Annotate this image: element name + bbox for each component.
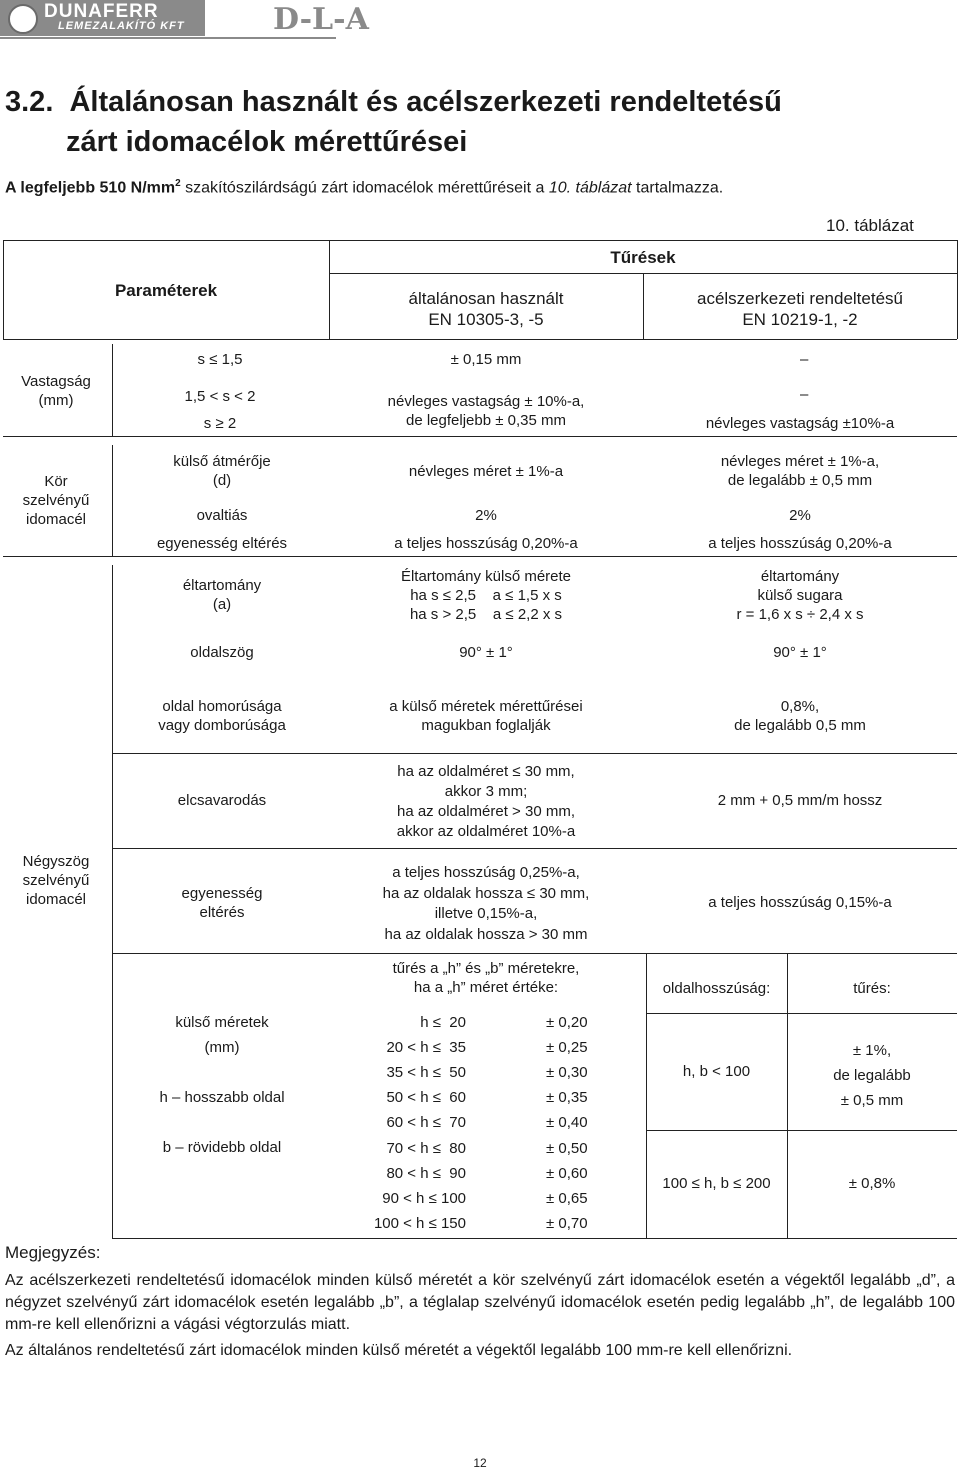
h-range-cell: 70 < h ≤ 80 xyxy=(386,1139,466,1157)
round-ovality-param: ovaltiás xyxy=(196,507,248,524)
thickness-r2-struct: – xyxy=(800,386,809,403)
logo-emblem-icon xyxy=(8,4,38,34)
header-right-border xyxy=(957,240,958,339)
outer-dim-tolerance-header: tűrés: xyxy=(853,980,891,997)
round-diameter-param: külső átmérője (d) xyxy=(173,453,271,489)
structural-header-line2: EN 10219-1, -2 xyxy=(742,310,858,329)
h-range-cell: h ≤ 20 xyxy=(420,1014,466,1031)
round-ovality-struct: 2% xyxy=(789,507,811,524)
thickness-r2-param: 1,5 < s < 2 xyxy=(184,388,256,405)
section-title-text: Általánosan használt és acélszerkezeti rendeltetésű xyxy=(69,86,782,118)
round-straightness-param: egyenesség eltérés xyxy=(156,535,288,552)
table-bottom-border xyxy=(112,1238,957,1239)
round-straightness-general: a teljes hosszúság 0,20%-a xyxy=(394,535,578,552)
h-range-cell: 50 < h ≤ 60 xyxy=(386,1089,466,1107)
header-bottom-border xyxy=(3,339,957,340)
params-header: Paraméterek xyxy=(114,281,218,300)
square-row-divider-2 xyxy=(112,848,957,849)
h-tolerance-cell: ± 0,20 xyxy=(546,1014,588,1031)
outer-dim-len-1: h, b < 100 xyxy=(682,1063,751,1080)
outer-dim-param-4: b – rövidebb oldal xyxy=(162,1139,282,1156)
thickness-r1-param: s ≤ 1,5 xyxy=(197,351,243,368)
logo-subtitle: LEMEZALAKÍTÓ KFT xyxy=(58,20,185,32)
thickness-r3-struct: névleges vastagság ±10%-a xyxy=(705,415,895,432)
h-range-cell: 100 < h ≤ 150 xyxy=(373,1214,466,1232)
round-group-label: Kör szelvényű idomacél xyxy=(22,473,90,528)
h-range-cell: 60 < h ≤ 70 xyxy=(386,1114,466,1132)
square-edge-general: Éltartomány külső mérete ha s ≤ 2,5 a ≤ 1,5 x s ha s > 2,5 a ≤ 2,2 x s xyxy=(400,568,572,623)
section-number: 3.2. xyxy=(5,86,54,118)
intro-text-1: szakítószilárdságú zárt idomacélok mérettűréseit a xyxy=(180,179,549,197)
notes-title: Megjegyzés: xyxy=(5,1243,101,1262)
round-straightness-struct: a teljes hosszúság 0,20%-a xyxy=(708,535,892,552)
h-tolerance-cell: ± 0,40 xyxy=(546,1114,588,1132)
outer-dim-length-header: oldalhosszúság: xyxy=(662,980,771,997)
square-concavity-general: a külső méretek mérettűrései magukban foglalják xyxy=(389,698,583,734)
structural-header-line1: acélszerkezeti rendeltetésű xyxy=(696,289,903,308)
thickness-r23-general: névleges vastagság ± 10%-a, de legfeljebb ± 0,35 mm xyxy=(387,393,585,429)
thickness-r1-general: ± 0,15 mm xyxy=(450,351,522,368)
h-tolerance-cell: ± 0,30 xyxy=(546,1064,588,1082)
tolerances-header: Tűrések xyxy=(610,248,676,267)
outer-dim-param-3: h – hosszabb oldal xyxy=(159,1089,285,1106)
square-angle-param: oldalszög xyxy=(190,644,254,661)
dla-logo: D-L-A xyxy=(273,2,369,37)
thickness-group-label: Vastagság (mm) xyxy=(21,373,91,409)
table-reference: 10. táblázat xyxy=(826,216,914,235)
outer-dim-row-divider xyxy=(646,1130,957,1131)
square-group-label: Négyszög szelvényű idomacél xyxy=(22,853,90,908)
section-title-line1 xyxy=(5,86,782,119)
general-header-line2: EN 10305-3, -5 xyxy=(428,310,544,329)
outer-dim-param-1: külső méretek xyxy=(175,1014,269,1031)
intro-text-2: tartalmazza. xyxy=(631,179,724,197)
round-diameter-general: névleges méret ± 1%-a xyxy=(408,463,564,480)
thickness-r3-param: s ≥ 2 xyxy=(203,415,237,432)
round-diameter-struct: névleges méret ± 1%-a, de legalább ± 0,5 mm xyxy=(720,453,880,489)
square-angle-struct: 90° ± 1° xyxy=(773,644,827,661)
thickness-group-divider xyxy=(112,344,113,436)
square-concavity-struct: 0,8%, de legalább 0,5 mm xyxy=(734,698,866,734)
intro-bold: A legfeljebb 510 N/mm xyxy=(5,179,176,197)
intro-table-ref: 10. táblázat xyxy=(548,179,632,197)
table-top-border xyxy=(3,240,957,241)
square-concavity-param: oldal homorúsága vagy domborúsága xyxy=(158,698,286,734)
h-tolerance-cell: ± 0,35 xyxy=(546,1089,588,1107)
square-straightness-struct: a teljes hosszúság 0,15%-a xyxy=(708,894,892,911)
square-row-divider-1 xyxy=(112,753,957,754)
h-tolerance-cell: ± 0,65 xyxy=(546,1189,588,1207)
h-range-cell: 20 < h ≤ 35 xyxy=(386,1039,466,1057)
square-straightness-param: egyenesség eltérés xyxy=(181,885,263,921)
intro-sup: 2 xyxy=(175,178,181,189)
notes-paragraph-2: Az általános rendeltetésű zárt idomacélok minden külső méretét a végektől legalább 100 mm-re kell ellenőrizni. xyxy=(5,1342,793,1359)
outer-dim-len-2: 100 ≤ h, b ≤ 200 xyxy=(662,1175,771,1192)
thickness-bottom-border xyxy=(3,436,957,437)
h-tolerance-cell: ± 0,70 xyxy=(546,1214,588,1232)
header-divider xyxy=(0,37,336,39)
outer-dim-param-2: (mm) xyxy=(204,1039,240,1056)
h-tolerance-cell: ± 0,60 xyxy=(546,1164,588,1182)
h-range-cell: 35 < h ≤ 50 xyxy=(386,1064,466,1082)
square-twist-param: elcsavarodás xyxy=(177,792,267,809)
thickness-r1-struct: – xyxy=(800,351,809,368)
square-edge-param: éltartomány (a) xyxy=(182,577,262,613)
h-range-cell: 80 < h ≤ 90 xyxy=(386,1164,466,1182)
section-title-line2: zárt idomacélok mérettűrései xyxy=(66,126,468,158)
square-twist-general: ha az oldalméret ≤ 30 mm, akkor 3 mm; ha az oldalméret > 30 mm, akkor az oldalméret 10%-a xyxy=(396,763,576,840)
h-range-cell: 90 < h ≤ 100 xyxy=(382,1189,466,1207)
company-logo xyxy=(0,0,205,36)
square-angle-general: 90° ± 1° xyxy=(459,644,513,661)
h-tolerance-cell: ± 0,25 xyxy=(546,1039,588,1057)
general-header-line1: általánosan használt xyxy=(408,289,564,308)
round-bottom-border xyxy=(3,556,957,557)
outer-dim-tol-1: ± 1%, de legalább ± 0,5 mm xyxy=(833,1042,911,1109)
logo-name: DUNAFERR xyxy=(44,1,159,22)
h-tolerance-cell: ± 0,50 xyxy=(546,1139,588,1157)
square-straightness-general: a teljes hosszúság 0,25%-a, ha az oldalak hossza ≤ 30 mm, illetve 0,15%-a, ha az oldalak hossza > 30 mm xyxy=(382,864,590,943)
structural-header xyxy=(643,288,957,330)
square-edge-struct: éltartomány külső sugara r = 1,6 x s ÷ 2,4 x s xyxy=(736,568,864,623)
outer-dim-header-divider xyxy=(646,1013,957,1014)
outer-dim-tol-2: ± 0,8% xyxy=(848,1175,896,1192)
square-row-divider-3 xyxy=(112,953,957,954)
outer-dim-general-header: tűrés a „h” és „b” méretekre, ha a „h” méret értéke: xyxy=(392,960,580,996)
round-ovality-general: 2% xyxy=(475,507,497,524)
intro-paragraph xyxy=(5,178,723,197)
square-twist-struct: 2 mm + 0,5 mm/m hossz xyxy=(717,792,883,809)
notes-paragraph-1: Az acélszerkezeti rendeltetésű idomacélok minden külső méretét a kör szelvényű zárt idomacélok esetén a végektől legalább „d”, a négyzet szelvényű zárt idomacélok esetén legalább „b”, a téglalap szelvényű idomacélok esetén pedig legalább „h”, de legalább 100 mm-re kell ellenőrizni a vágási végtorzulás miatt. xyxy=(5,1272,955,1333)
general-header xyxy=(329,288,643,330)
page-number: 12 xyxy=(473,1456,487,1470)
